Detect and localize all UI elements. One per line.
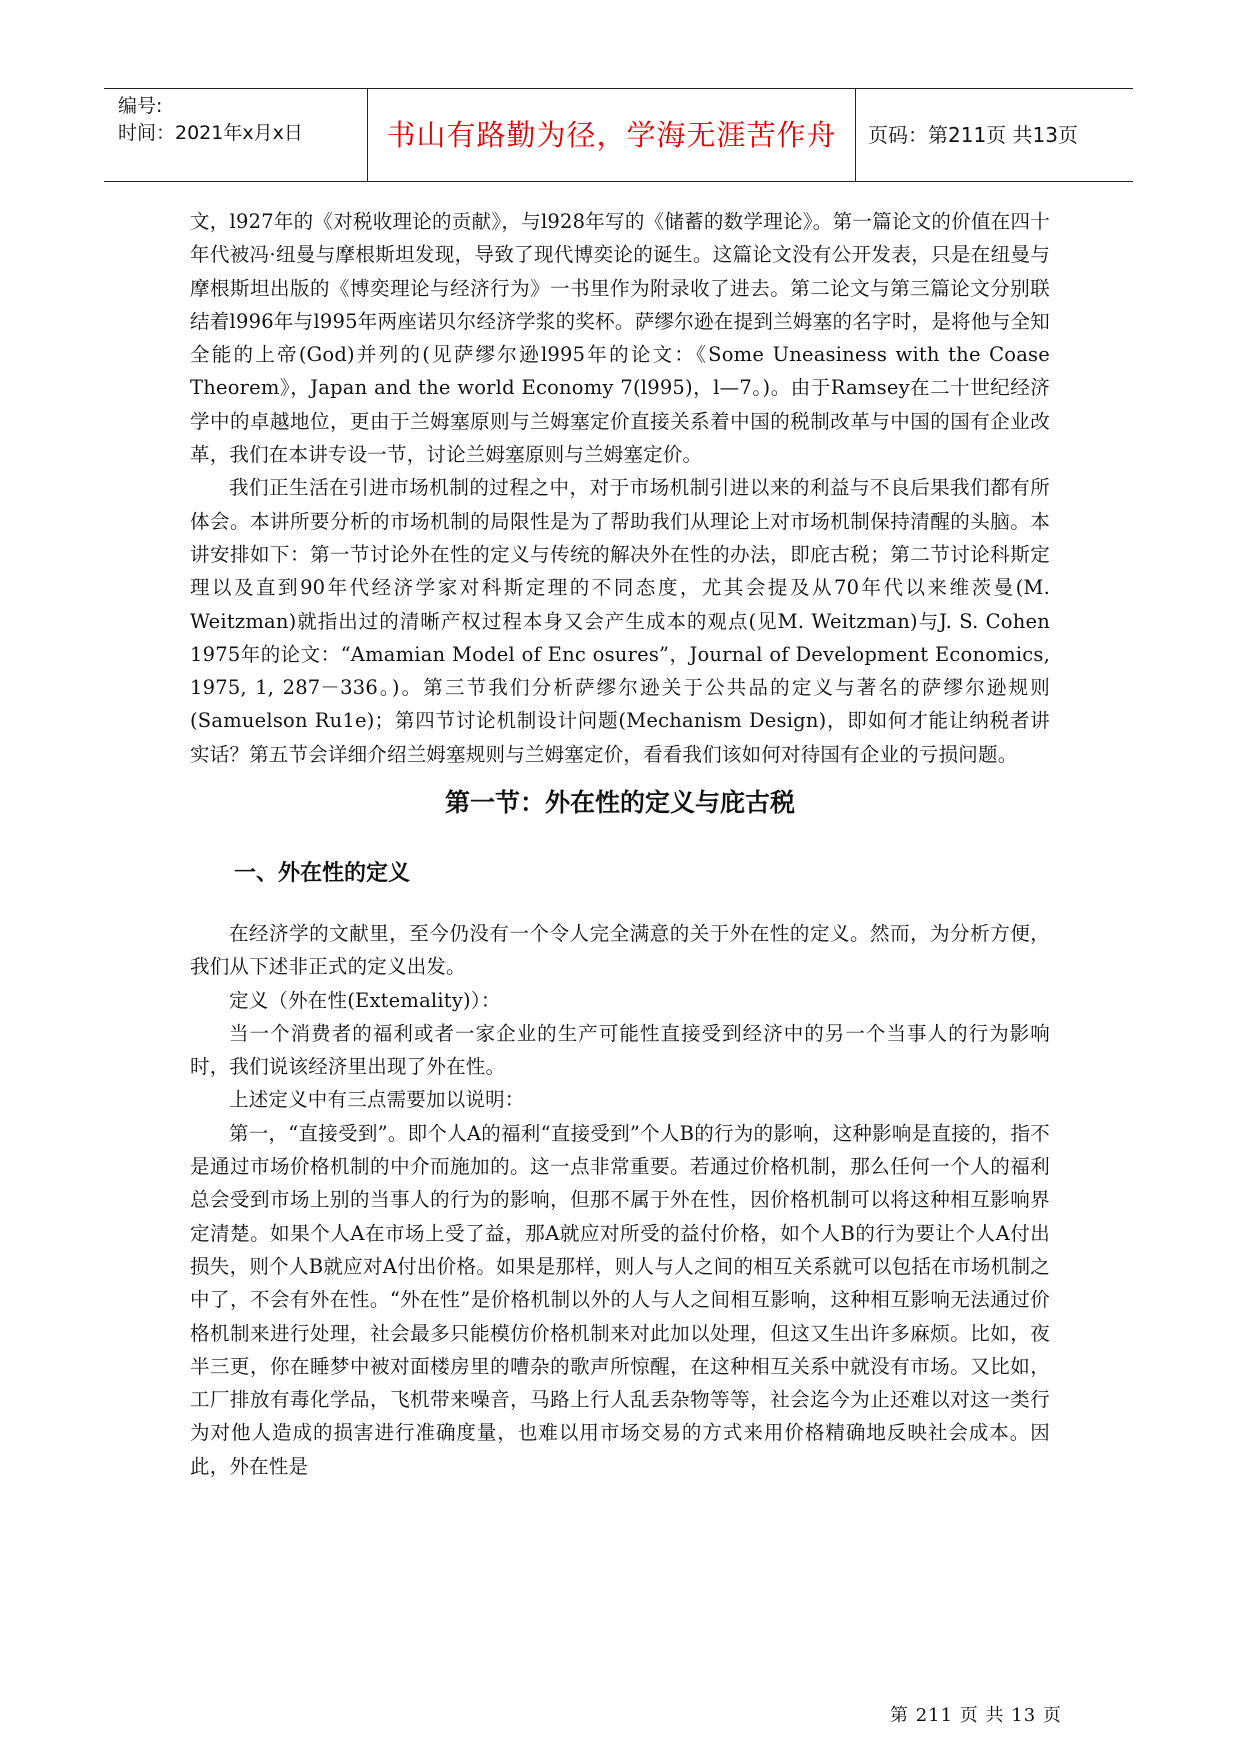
paragraph-7: 第一，“直接受到”。即个人A的福利“直接受到”个人B的行为的影响，这种影响是直接的，指不是通过市场价格机制的中介而施加的。这一点非常重要。若通过价格机制，那么任何一个人的福利总会受到市场上别的当事人的行为的影响，但那不属于外在性，因价格机制可以将这种相互影响界定清楚。如果个人A在市场上受了益，那A就应对所受的益付价格，如个人B的行为要让个人A付出损失，则个人B就应对A付出价格。如果是那样，则人与人之间的相互关系就可以包括在市场机制之中了，不会有外在性。“外在性”是价格机制以外的人与人之间相互影响，这种相互影响无法通过价格机制来进行处理，社会最多只能模仿价格机制来对此加以处理，但这又生出许多麻烦。比如，夜半三更，你在睡梦中被对面楼房里的嘈杂的歌声所惊醒，在这种相互关系中就没有市场。又比如，工厂排放有毒化学品，飞机带来噪音，马路上行人乱丢杂物等等，社会迄今为止还难以对这一类行为对他人造成的损害进行准确度量，也难以用市场交易的方式来用价格精确地反映社会成本。因此，外在性是 bbox=[190, 1121, 1050, 1478]
number-label: 编号: bbox=[118, 95, 163, 117]
paragraph-4: 定义（外在性(Extemality)）： bbox=[229, 988, 501, 1012]
header-motto: 书山有路勤为径，学海无涯苦作舟 bbox=[368, 89, 856, 181]
section-body bbox=[190, 917, 1050, 1483]
paragraph-5: 当一个消费者的福利或者一家企业的生产可能性直接受到经济中的另一个当事人的行为影响时，我们说该经济里出现了外在性。 bbox=[190, 1021, 1050, 1079]
page-header bbox=[104, 88, 1133, 182]
paragraph-6: 上述定义中有三点需要加以说明： bbox=[229, 1088, 525, 1112]
paragraph-2: 我们正生活在引进市场机制的过程之中，对于市场机制引进以来的利益与不良后果我们都有所体会。本讲所要分析的市场机制的局限性是为了帮助我们从理论上对市场机制保持清醒的头脑。本讲安排如下：第一节讨论外在性的定义与传统的解决外在性的办法，即庇古税；第二节讨论科斯定理以及直到90年代经济学家对科斯定理的不同态度，尤其会提及从70年代以来维茨曼(M. Weitzman)就指出过的清晰产权过程本身又会产生成本的观点(见M. Weitzman)与J. S. Cohen 1975年的论文：“Amamian Model of Enc osures”，Journal of Development Economics, 1975, 1, 287－336。)。第三节我们分析萨缪尔逊关于公共品的定义与著名的萨缪尔逊规则(Samuelson Ru1e)；第四节讨论机制设计问题(Mechanism Design)，即如何才能让纳税者讲实话？第五节会详细介绍兰姆塞规则与兰姆塞定价，看看我们该如何对待国有企业的亏损问题。 bbox=[190, 476, 1050, 766]
subsection-title: 一、外在性的定义 bbox=[234, 861, 411, 886]
section-title: 第一节：外在性的定义与庇古税 bbox=[444, 788, 795, 817]
header-page-label: 页码：第211页 共13页 bbox=[868, 122, 1078, 147]
page-footer: 第 211 页 共 13 页 bbox=[890, 1705, 1062, 1726]
time-label: 时间：2021年x月x日 bbox=[118, 122, 303, 144]
paragraph-3: 在经济学的文献里，至今仍没有一个令人完全满意的关于外在性的定义。然而，为分析方便，我们从下述非正式的定义出发。 bbox=[190, 922, 1050, 979]
document-body bbox=[190, 205, 1050, 1478]
paragraph-1: 文，l927年的《对税收理论的贡献》，与l928年写的《储蓄的数学理论》。第一篇论文的价值在四十年代被冯·纽曼与摩根斯坦发现，导致了现代博奕论的诞生。这篇论文没有公开发表，只是在纽曼与摩根斯坦出版的《博奕理论与经济行为》一书里作为附录收了进去。第二论文与第三篇论文分别联结着l996年与l995年两座诺贝尔经济学浆的奖杯。萨缪尔逊在提到兰姆塞的名字时，是将他与全知全能的上帝(God)并列的(见萨缪尔逊l995年的论文：《Some Uneasiness with the Coase Theorem》，Japan and the world Economy 7(l995)，l—7。)。由于Ramsey在二十世纪经济学中的卓越地位，更由于兰姆塞原则与兰姆塞定价直接关系着中国的税制改革与中国的国有企业改革，我们在本讲专设一节，讨论兰姆塞原则与兰姆塞定价。 bbox=[190, 210, 1050, 467]
header-meta bbox=[104, 89, 368, 181]
